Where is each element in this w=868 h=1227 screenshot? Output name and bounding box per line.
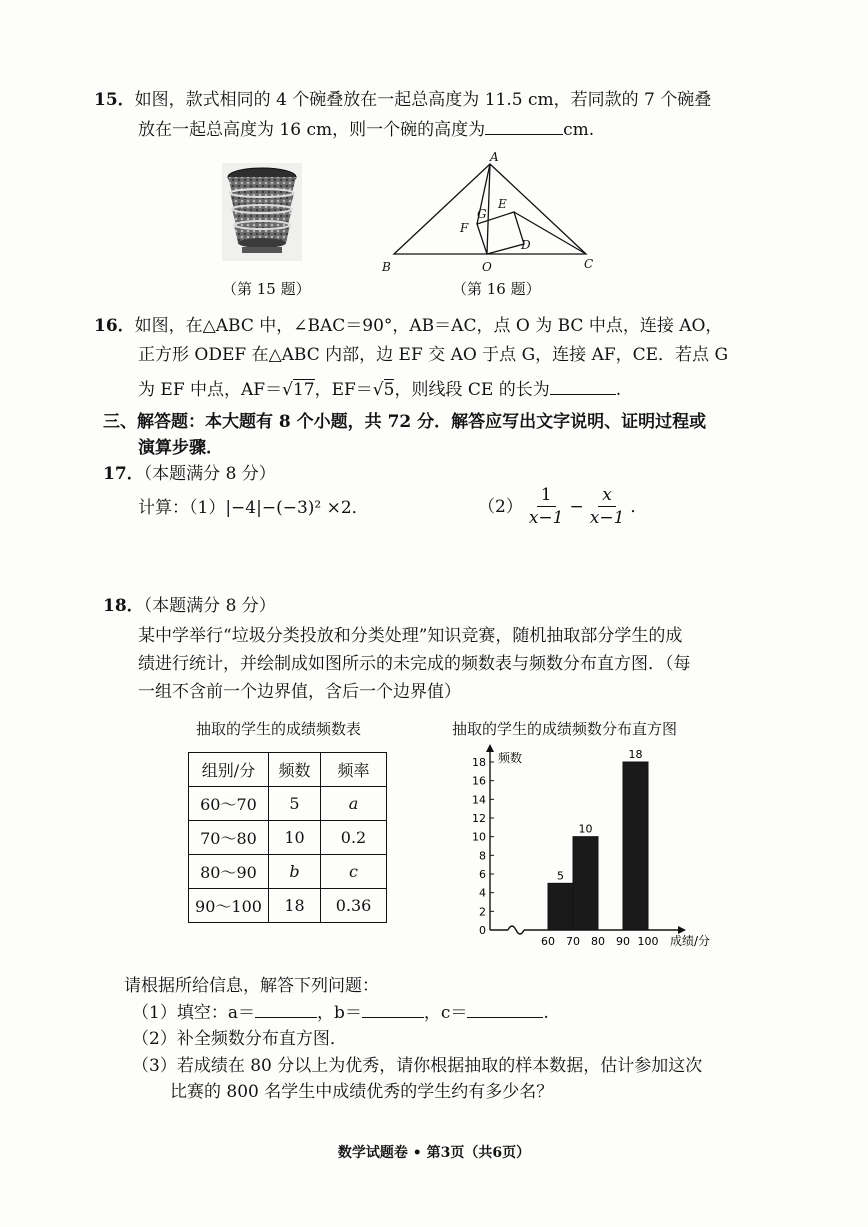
label-B: B [382,260,391,274]
q16-text-3d: . [615,380,622,400]
table-cell: 90～100 [189,889,269,923]
y-tick-label: 12 [472,812,486,825]
y-tick-label: 8 [479,849,486,863]
q18-sub1-end: . [543,1003,549,1023]
table-cell: b [269,855,321,889]
q18-sub3-line1: （3）若成绩在 80 分以上为优秀，请你根据抽取的样本数据，估计参加这次 [132,1056,703,1076]
table-cell: 0.2 [321,821,387,855]
table-cell: 60～70 [189,787,269,821]
bar-value-label: 18 [628,748,643,761]
fraction-2 [586,484,629,529]
chart-bars [548,748,648,930]
q17-line1 [103,462,276,486]
section3-heading-2: 演算步骤． [138,438,223,458]
x-tick-label: 100 [637,935,659,948]
q15-text-1: 如图，款式相同的 4 个碗叠放在一起总高度为 11.5 cm，若同款的 7 个碗叠 [134,90,712,110]
frequency-table [188,752,387,923]
label-D: D [521,238,531,252]
q18-sub1-b: ，b＝ [316,1003,362,1023]
fraction-1-numerator: 1 [537,484,556,507]
label-F: F [460,221,469,235]
table-cell: c [321,855,387,889]
table-row [189,821,387,855]
y-tick-label: 6 [479,868,486,881]
q17-part2-label: （2） [478,496,523,517]
q15-answer-blank [485,118,563,135]
q18-text-3: 一组不含前一个边界值，含后一个边界值） [138,682,461,702]
q15-text-2: 放在一起总高度为 16 cm，则一个碗的高度为 [138,120,486,140]
q18-sub1-c: ，c＝ [423,1003,468,1023]
fraction-2-numerator: x [598,484,616,507]
minus-sign: − [569,496,584,517]
table-cell: a [321,787,387,821]
label-E: E [498,197,507,211]
table-header-cell: 频数 [269,753,321,787]
q18-intro: 请根据所给信息，解答下列问题： [124,976,379,996]
x-tick-label: 60 [541,935,555,948]
bar-value-label: 10 [578,822,593,836]
blank-a [255,1001,317,1018]
y-tick-label: 2 [479,905,486,919]
q16-text-3c: ，则线段 CE 的长为 [394,380,550,400]
y-tick-label: 4 [479,886,486,900]
label-C: C [584,257,594,271]
q15-unit: cm. [563,120,595,140]
stacked-bowls-photo [222,163,302,261]
q18-number: 18． [103,596,144,616]
y-ticks [472,756,494,937]
q16-caption: （第 16 题） [452,280,541,298]
y-tick-label: 14 [472,793,486,807]
q16-text-3a: 为 EF 中点，AF＝ [138,380,283,400]
x-ticks [541,935,659,948]
table-title: 抽取的学生的成绩频数表 [196,720,362,738]
histogram-bar [623,762,648,930]
sqrt-value-1: 17 [292,380,315,400]
q16-line1 [94,314,722,338]
fraction-2-denominator: x−1 [589,508,625,528]
q18-line0 [103,594,276,618]
q16-text-2: 正方形 ODEF 在△ABC 内部，边 EF 交 AO 于点 G，连接 AF，CE．若点 G [138,345,729,365]
q18-sub3-line2: 比赛的 800 名学生中成绩优秀的学生约有多少名？ [170,1082,554,1102]
page-footer: 数学试题卷 • 第3页（共6页） [337,1145,531,1161]
table-row [189,889,387,923]
y-tick-label: 18 [472,756,486,769]
q18-text-1: 某中学举行“垃圾分类投放和分类处理”知识竞赛，随机抽取部分学生的成 [138,626,683,646]
table-cell: 5 [269,787,321,821]
label-O: O [482,260,492,274]
blank-c [467,1001,543,1018]
q15-line2 [138,118,594,142]
sqrt-sign-2: √ [372,380,384,400]
table-cell: 70～80 [189,821,269,855]
q18-score: （本题满分 8 分） [143,596,276,616]
q16-answer-blank [550,378,616,395]
q15-line1 [94,88,711,112]
q17-period: ． [630,496,648,517]
y-tick-label: 16 [472,774,486,788]
frequency-histogram [450,742,730,952]
bar-value-label: 5 [557,869,564,883]
q16-text-1: 如图，在△ABC 中，∠BAC＝90°，AB＝AC，点 O 为 BC 中点，连接 AO， [134,316,723,336]
table-header-row [189,753,387,787]
x-axis-label: 成绩/分 [670,934,711,948]
q15-caption: （第 15 题） [222,280,311,298]
q18-sub1 [132,1001,549,1025]
q18-sub1-a: （1）填空：a＝ [132,1003,255,1023]
q15-number: 15． [94,90,135,110]
sqrt-value-2: 5 [383,380,395,400]
label-G: G [477,207,487,221]
q16-line3 [138,378,621,402]
table-row [189,787,387,821]
q18-text-2: 绩进行统计，并绘制成如图所示的未完成的频数表与频数分布直方图．（每 [138,654,691,674]
q16-number: 16． [94,316,135,336]
x-tick-label: 90 [616,935,630,948]
y-axis-label: 频数 [498,751,523,765]
histogram-bar [573,837,598,930]
fraction-1-denominator: x−1 [528,508,564,528]
y-tick-label: 0 [479,924,486,937]
x-axis-arrow [678,926,686,934]
label-A: A [490,150,499,164]
q18-sub2: （2）补全频数分布直方图． [132,1029,347,1049]
q17-number: 17． [103,464,144,484]
sqrt-sign-1: √ [282,380,293,400]
q16-line2 [138,343,728,367]
x-tick-label: 80 [591,935,605,948]
chart-title: 抽取的学生的成绩频数分布直方图 [452,720,678,738]
table-cell: 80～90 [189,855,269,889]
q16-text-3b: ，EF＝ [314,380,373,400]
blank-b [362,1001,424,1018]
fraction-1 [525,484,568,529]
y-tick-label: 10 [472,830,486,844]
section3-heading-1: 三、解答题：本大题有 8 个小题，共 72 分．解答应写出文字说明、证明过程或 [103,412,707,432]
table-row [189,855,387,889]
table-cell: 0.36 [321,889,387,923]
histogram-bar [548,883,573,930]
y-axis-arrow [486,744,494,752]
q17-part2 [478,484,647,529]
x-tick-label: 70 [566,935,580,948]
table-header-cell: 频率 [321,753,387,787]
table-cell: 18 [269,889,321,923]
q17-part1: 计算：（1）|−4|−(−3)² ×2． [138,498,369,518]
axis-break [508,926,524,934]
table-header-cell: 组别/分 [189,753,269,787]
table-cell: 10 [269,821,321,855]
q17-score: （本题满分 8 分） [143,464,276,484]
q16-triangle-figure [380,150,610,275]
